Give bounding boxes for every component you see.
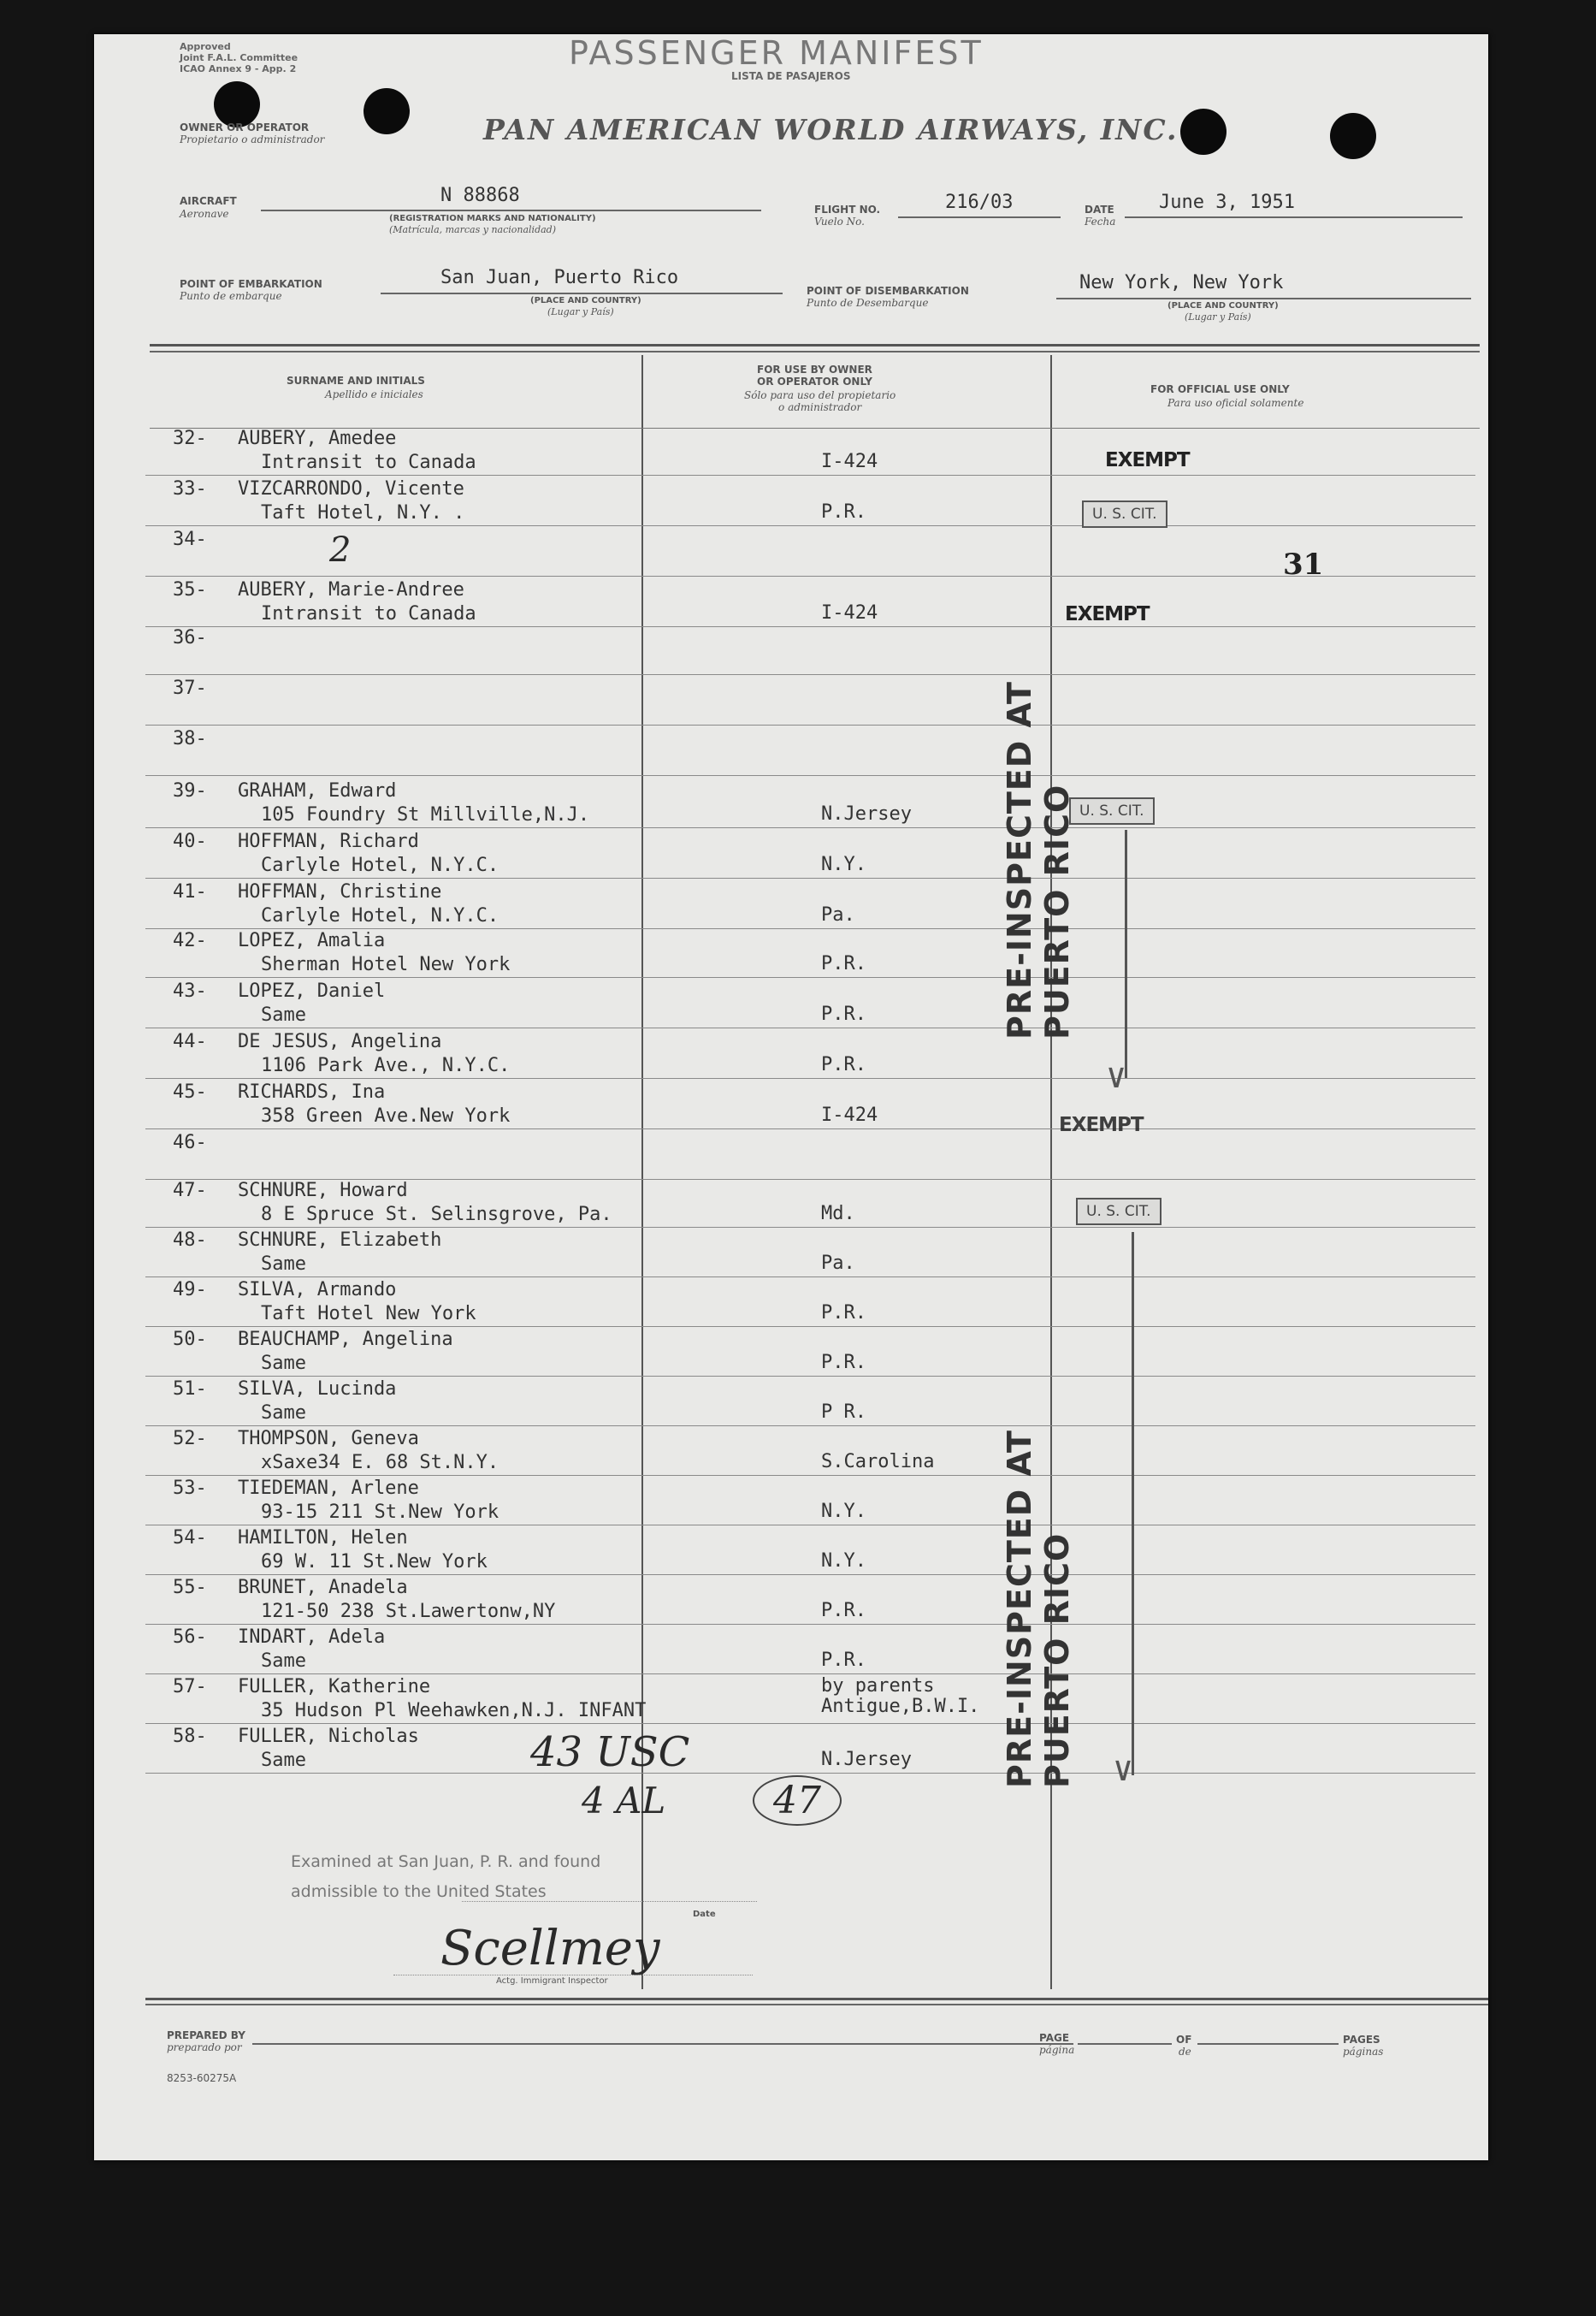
row-rule [145, 1276, 1475, 1277]
row-rule [145, 576, 1475, 577]
passenger-address: Taft Hotel, N.Y. . [261, 502, 465, 524]
passenger-address: 1106 Park Ave., N.Y.C. [261, 1055, 511, 1076]
examined-text: Examined at San Juan, P. R. and found [291, 1852, 601, 1871]
page-label: PAGE [1039, 2032, 1070, 2044]
row-rule [145, 775, 1475, 776]
passenger-address: Same [261, 1402, 306, 1424]
row-rule [145, 475, 1475, 476]
row-rule [145, 827, 1475, 828]
row-number: 56- [173, 1626, 207, 1648]
row-rule [145, 1574, 1475, 1575]
punch-hole [364, 88, 410, 134]
arrow-head: ∨ [1106, 1057, 1127, 1096]
passenger-address: 121-50 238 St.Lawertonw,NY [261, 1601, 556, 1622]
row-number: 39- [173, 780, 207, 802]
operator-note: I-424 [821, 1105, 878, 1126]
embark-label-es: Punto de embarque [180, 290, 282, 302]
passenger-name: SILVA, Armando [238, 1279, 397, 1300]
row-rule [145, 1326, 1475, 1327]
operator-note: P.R. [821, 501, 866, 523]
row-number: 41- [173, 881, 207, 903]
passenger-name: LOPEZ, Amalia [238, 930, 386, 951]
passenger-name: AUBERY, Marie-Andree [238, 579, 464, 601]
row-rule [145, 674, 1475, 675]
date-label: DATE [1085, 204, 1114, 216]
embark-place-sub: (PLACE AND COUNTRY) [530, 296, 641, 305]
row-number: 49- [173, 1279, 207, 1300]
passenger-address: 35 Hudson Pl Weehawken,N.J. INFANT [261, 1700, 647, 1721]
passenger-name: VIZCARRONDO, Vicente [238, 478, 464, 500]
operator-note: S.Carolina [821, 1451, 935, 1472]
passenger-address: Carlyle Hotel, N.Y.C. [261, 905, 499, 927]
disembark-label-es: Punto de Desembarque [807, 297, 929, 309]
disembark-label: POINT OF DISEMBARKATION [807, 285, 969, 297]
us-cit-stamp: U. S. CIT. [1076, 1198, 1162, 1225]
owner-value: PAN AMERICAN WORLD AIRWAYS, INC. [483, 113, 1179, 146]
aircraft-line [261, 210, 761, 211]
operator-note: N.Jersey [821, 803, 912, 825]
passenger-address: Carlyle Hotel, N.Y.C. [261, 855, 499, 876]
form-number: 8253-60275A [167, 2072, 237, 2084]
disembark-line [1056, 298, 1471, 299]
col3-header-es: Para uso oficial solamente [1167, 397, 1304, 409]
operator-note: N.Jersey [821, 1749, 912, 1770]
aircraft-sub: (REGISTRATION MARKS AND NATIONALITY) [389, 214, 596, 223]
aircraft-label: AIRCRAFT [180, 195, 237, 207]
operator-note: P R. [821, 1401, 866, 1423]
row-number: 54- [173, 1527, 207, 1549]
row-number: 34- [173, 529, 207, 550]
row-rule [145, 1078, 1475, 1079]
form-code: Approved Joint F.A.L. Committee ICAO Annex 9 - App. 2 [180, 41, 299, 74]
passenger-name: FULLER, Katherine [238, 1676, 431, 1697]
disembark-place-sub-es: (Lugar y País) [1185, 311, 1251, 323]
row-number: 43- [173, 980, 207, 1002]
passenger-name: GRAHAM, Edward [238, 780, 397, 802]
passenger-name: HOFFMAN, Christine [238, 881, 442, 903]
row-rule [145, 1128, 1475, 1129]
row-number: 33- [173, 478, 207, 500]
row-number: 37- [173, 678, 207, 699]
table-top-rule [150, 351, 1480, 352]
operator-note: P.R. [821, 1650, 866, 1671]
row-number: 42- [173, 930, 207, 951]
table-top-rule [150, 344, 1480, 347]
passenger-name: DE JESUS, Angelina [238, 1031, 442, 1052]
handwritten-code: 43 USC [530, 1728, 690, 1776]
inspector-label: Actg. Immigrant Inspector [496, 1976, 608, 1986]
footer-rule [145, 2004, 1488, 2005]
passenger-address: 358 Green Ave.New York [261, 1105, 511, 1127]
row-number: 55- [173, 1577, 207, 1598]
preinspected-stamp: PRE-INSPECTED AT PUERTO RICO [1001, 1430, 1076, 1788]
punch-hole [1330, 113, 1376, 159]
col3-header: FOR OFFICIAL USE ONLY [1150, 383, 1290, 395]
operator-note: P.R. [821, 1004, 866, 1025]
operator-note: Pa. [821, 1253, 855, 1274]
prepared-label-es: preparado por [167, 2041, 242, 2053]
row-number: 40- [173, 831, 207, 852]
handwritten-mark: 2 [329, 530, 352, 570]
date-label-es: Fecha [1085, 216, 1116, 228]
row-rule [145, 1624, 1475, 1625]
row-number: 47- [173, 1180, 207, 1201]
passenger-name: LOPEZ, Daniel [238, 980, 386, 1002]
bracket-arrow [1125, 830, 1127, 1078]
passenger-address: Same [261, 1353, 306, 1374]
passenger-address: 93-15 211 St.New York [261, 1502, 499, 1523]
flight-line [898, 216, 1061, 218]
row-rule [145, 1425, 1475, 1426]
operator-note: I-424 [821, 602, 878, 624]
row-number: 51- [173, 1378, 207, 1400]
row-number: 53- [173, 1478, 207, 1499]
row-number: 35- [173, 579, 207, 601]
embark-value: San Juan, Puerto Rico [440, 267, 679, 288]
page-title: PASSENGER MANIFEST [569, 34, 984, 72]
row-number: 58- [173, 1726, 207, 1747]
embark-line [381, 293, 783, 294]
date-field-label: Date [693, 1910, 716, 1919]
passenger-address: Sherman Hotel New York [261, 954, 511, 975]
passenger-name: HAMILTON, Helen [238, 1527, 408, 1549]
date-line [1125, 216, 1463, 218]
row-number: 48- [173, 1229, 207, 1251]
row-rule [145, 1227, 1475, 1228]
passenger-name: AUBERY, Amedee [238, 428, 397, 449]
passenger-address: 8 E Spruce St. Selinsgrove, Pa. [261, 1204, 612, 1225]
handwritten-count: 47 [753, 1775, 842, 1826]
operator-note: P.R. [821, 953, 866, 974]
exempt-stamp: EXEMPT [1059, 1114, 1144, 1136]
operator-note: N.Y. [821, 1550, 866, 1572]
row-rule [145, 525, 1475, 526]
flight-label: FLIGHT NO. [814, 204, 881, 216]
passenger-name: SCHNURE, Howard [238, 1180, 408, 1201]
aircraft-sub-es: (Matrícula, marcas y nacionalidad) [389, 224, 556, 235]
date-value: June 3, 1951 [1159, 192, 1295, 213]
prepared-label: PREPARED BY [167, 2029, 245, 2041]
passenger-name: THOMPSON, Geneva [238, 1428, 419, 1449]
footer-rule [145, 1998, 1488, 2000]
row-rule [145, 1723, 1475, 1724]
row-number: 45- [173, 1081, 207, 1103]
pages-label: PAGES [1343, 2034, 1380, 2046]
row-number: 38- [173, 728, 207, 749]
owner-label: OWNER OR OPERATOR [180, 121, 310, 133]
manifest-sheet [94, 34, 1488, 2160]
exempt-stamp: EXEMPT [1065, 603, 1150, 625]
passenger-address: xSaxe34 E. 68 St.N.Y. [261, 1452, 499, 1473]
operator-note: P.R. [821, 1352, 866, 1373]
embark-place-sub-es: (Lugar y País) [547, 306, 614, 317]
page-title-es: LISTA DE PASAJEROS [731, 70, 851, 82]
passenger-address: Same [261, 1253, 306, 1275]
aircraft-label-es: Aeronave [180, 208, 229, 220]
operator-note: P.R. [821, 1302, 866, 1324]
bracket-arrow [1132, 1232, 1134, 1775]
operator-note: Md. [821, 1203, 855, 1224]
operator-note: Pa. [821, 904, 855, 926]
passenger-name: HOFFMAN, Richard [238, 831, 419, 852]
col2-header-es: Sólo para uso del propietario o administrador [744, 389, 896, 413]
row-rule [145, 928, 1475, 929]
row-number: 32- [173, 428, 207, 449]
passenger-name: BEAUCHAMP, Angelina [238, 1329, 453, 1350]
col1-header: SURNAME AND INITIALS [287, 375, 425, 387]
col2-header: FOR USE BY OWNER OR OPERATOR ONLY [757, 364, 872, 388]
row-rule [145, 977, 1475, 978]
passenger-name: SILVA, Lucinda [238, 1378, 397, 1400]
row-number: 52- [173, 1428, 207, 1449]
page-line [1078, 2043, 1172, 2045]
of-label-es: de [1179, 2046, 1191, 2058]
row-rule [145, 878, 1475, 879]
passenger-address: Same [261, 1004, 306, 1026]
inspector-signature: Scellmey [440, 1921, 660, 1976]
flight-label-es: Vuelo No. [814, 216, 865, 228]
passenger-name: FULLER, Nicholas [238, 1726, 419, 1747]
passenger-name: BRUNET, Anadela [238, 1577, 408, 1598]
operator-note: I-424 [821, 451, 878, 472]
passenger-name: RICHARDS, Ina [238, 1081, 386, 1103]
admissible-text: admissible to the United States [291, 1882, 547, 1901]
of-line [1197, 2043, 1339, 2045]
punch-hole [1180, 109, 1227, 155]
us-cit-stamp: U. S. CIT. [1082, 501, 1167, 528]
operator-note: N.Y. [821, 1501, 866, 1522]
disembark-place-sub: (PLACE AND COUNTRY) [1167, 301, 1279, 311]
exempt-stamp: EXEMPT [1105, 449, 1190, 471]
row-number: 44- [173, 1031, 207, 1052]
row-rule [145, 1673, 1475, 1674]
passenger-address: Same [261, 1750, 306, 1771]
owner-label-es: Propietario o administrador [180, 133, 325, 145]
admissible-line [462, 1901, 757, 1902]
passenger-name: SCHNURE, Elizabeth [238, 1229, 442, 1251]
page-count: 31 [1283, 548, 1324, 582]
disembark-value: New York, New York [1079, 272, 1284, 293]
row-rule [145, 725, 1475, 726]
row-number: 36- [173, 627, 207, 649]
pages-label-es: páginas [1343, 2046, 1384, 2058]
us-cit-stamp: U. S. CIT. [1069, 797, 1155, 825]
row-rule [145, 626, 1475, 627]
punch-hole [214, 81, 260, 127]
operator-note: by parents Antigue,B.W.I. [821, 1675, 980, 1717]
arrow-head: ∨ [1113, 1750, 1134, 1789]
passenger-name: TIEDEMAN, Arlene [238, 1478, 419, 1499]
passenger-address: Same [261, 1650, 306, 1672]
handwritten-code: 4 AL [582, 1780, 666, 1821]
operator-note: N.Y. [821, 854, 866, 875]
flight-value: 216/03 [945, 192, 1014, 213]
passenger-address: Taft Hotel New York [261, 1303, 476, 1324]
operator-note: P.R. [821, 1600, 866, 1621]
row-number: 50- [173, 1329, 207, 1350]
of-label: OF [1176, 2034, 1192, 2046]
aircraft-value: N 88868 [440, 185, 520, 206]
passenger-name: INDART, Adela [238, 1626, 386, 1648]
embark-label: POINT OF EMBARKATION [180, 278, 322, 290]
passenger-address: 69 W. 11 St.New York [261, 1551, 488, 1573]
row-rule [145, 1376, 1475, 1377]
col1-header-es: Apellido e iniciales [325, 388, 423, 400]
page-label-es: página [1039, 2044, 1075, 2056]
row-number: 57- [173, 1676, 207, 1697]
row-number: 46- [173, 1132, 207, 1153]
row-rule [145, 1475, 1475, 1476]
passenger-address: Intransit to Canada [261, 452, 476, 473]
passenger-address: 105 Foundry St Millville,N.J. [261, 804, 590, 826]
preinspected-stamp: PRE-INSPECTED AT PUERTO RICO [1001, 681, 1076, 1040]
operator-note: P.R. [821, 1054, 866, 1075]
prepared-line [252, 2043, 1073, 2045]
passenger-address: Intransit to Canada [261, 603, 476, 625]
row-rule [145, 1773, 1475, 1774]
